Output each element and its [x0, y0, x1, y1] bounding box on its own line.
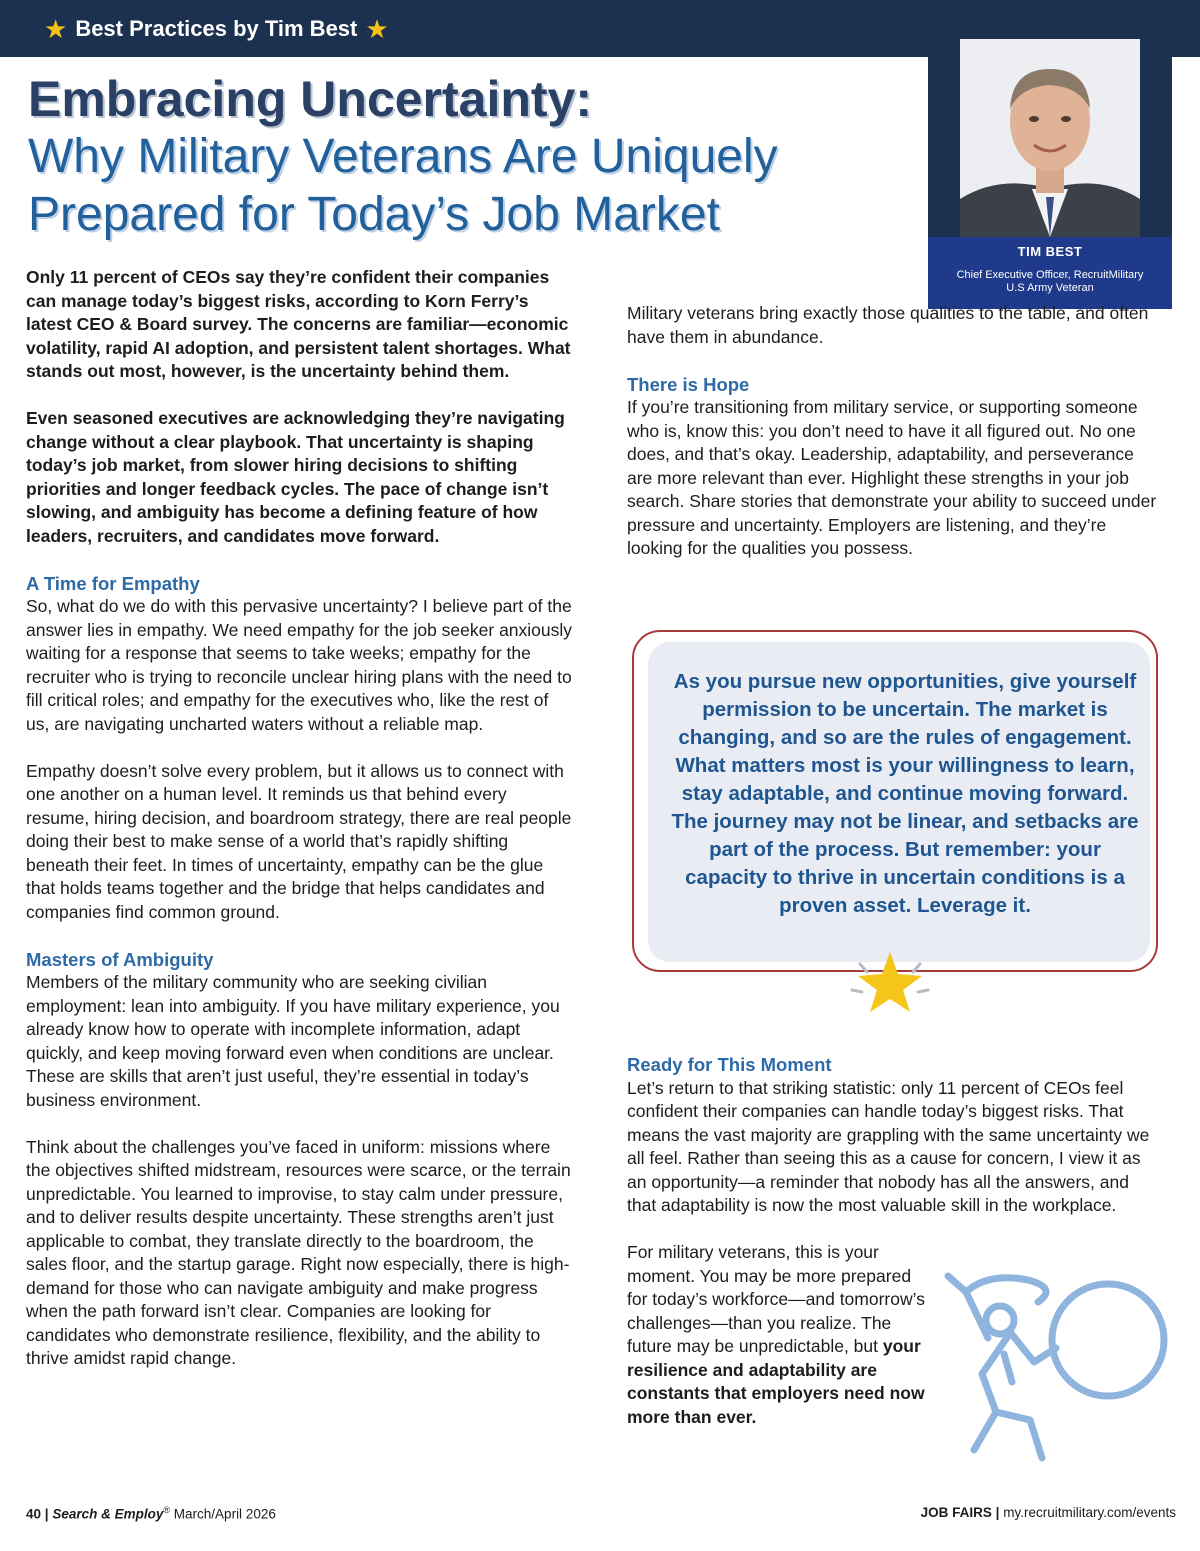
- moment-paragraph-2: [627, 1241, 927, 1429]
- right-column-upper: [627, 302, 1157, 584]
- star-icon: ★: [44, 14, 68, 44]
- star-icon: ★: [365, 14, 389, 44]
- section-heading-hope: There is Hope: [627, 373, 750, 395]
- article-headline: [28, 70, 948, 244]
- section-heading-ambiguity: Masters of Ambiguity: [26, 948, 214, 970]
- headline-title: Embracing Uncertainty:: [28, 71, 593, 127]
- banner-label: Best Practices by Tim Best: [75, 16, 358, 41]
- moment-paragraph-1: Let’s return to that striking statistic: only 11 percent of CEOs feel confident their companies can handle today’s biggest risks. That means the vast majority are grappling with the same uncertainty we all feel. Rather than seeing this as a cause for concern, I view it as an opportunity—a reminder that nobody has all the answers, and that adaptability is now the most valuable skill in the workplace.: [627, 1077, 1150, 1215]
- pull-quote-background: [648, 642, 1150, 962]
- footer-right: [921, 1505, 1176, 1520]
- empathy-paragraph-2: Empathy doesn’t solve every problem, but it allows us to connect with one another on a human level. It reminds us that behind every resume, hiring decision, and boardroom strategy, there are real people doing their best to make sense of a world that’s rapidly shifting beneath their feet. In times of uncertainty, empathy can be the glue that holds teams together and the bridge that helps candidates and companies find common ground.: [26, 760, 572, 922]
- intro-paragraph-2: Even seasoned executives are acknowledging they’re navigating change without a clear playbook. That uncertainty is shaping today’s job market, from slower hiring decisions to shifting priorities and longer feedback cycles. The pace of change isn’t slowing, and ambiguity has become a defining feature of how leaders, recruiters, and candidates move forward.: [26, 408, 565, 546]
- footer-job-fairs: JOB FAIRS: [920, 1505, 992, 1520]
- author-card: [928, 33, 1172, 294]
- author-service: U.S Army Veteran: [1006, 282, 1094, 294]
- section-heading-empathy: A Time for Empathy: [26, 572, 200, 594]
- moment-paragraph-2-bold: your resilience and adaptability are constants that employers need now more than ever.: [627, 1336, 925, 1427]
- page-number: 40: [26, 1506, 42, 1522]
- ambiguity-paragraph-1: Members of the military community who are seeking civilian employment: lean into ambiguity. If you have military experience, you already know how to operate with incomplete information, adapt quickly, and keep moving forward even when conditions are unclear. These are skills that aren’t just useful, they’re essential in today’s business environment.: [26, 972, 560, 1110]
- footer-url[interactable]: my.recruitmilitary.com/events: [1003, 1505, 1176, 1520]
- empathy-paragraph-1: So, what do we do with this pervasive uncertainty? I believe part of the answer lies in empathy. We need empathy for the job seeker anxiously waiting for a response that seems to take weeks; empathy for the recruiter who is trying to reconcile unclear hiring plans with the need to fill critical roles; and empathy for the executives who, like the rest of us, are navigating uncharted waters without a reliable map.: [26, 596, 573, 734]
- author-role: Chief Executive Officer, RecruitMilitary: [956, 269, 1144, 281]
- moment-paragraph-2-plain: For military veterans, this is your moment. You may be more prepared for today’s workforce—and tomorrow’s challenges—than you realize. The future may be unpredictable, but: [627, 1242, 925, 1356]
- banner-label-group: [44, 13, 389, 45]
- ambiguity-paragraph-2: Think about the challenges you’ve faced in uniform: missions where the objectives shifted midstream, resources were scarce, or the terrain unpredictable. You learned to improvise, to stay calm under pressure, and to deliver results despite uncertainty. These strengths aren’t just applicable to combat, they translate directly to the boardroom, the sales floor, and the startup garage. Right now especially, there is high-demand for those who can navigate ambiguity and make progress when the path forward isn’t clear. Companies are looking for candidates who demonstrate resilience, flexibility, and the ability to thrive amidst rapid change.: [26, 1136, 571, 1368]
- pull-quote-text: As you pursue new opportunities, give yourself permission to be uncertain. The market is changing, and so are the rules of engagement. What matters most is your willingness to learn, stay adaptable, and continue moving forward. The journey may not be linear, and setbacks are part of the process. But remember: your capacity to thrive in uncertain conditions is a proven asset. Leverage it.: [671, 670, 1139, 917]
- star-burst-icon: [840, 942, 940, 1022]
- footer-separator: |: [44, 1506, 49, 1522]
- issue-date: March/April 2026: [173, 1506, 276, 1522]
- pull-quote: [632, 630, 1158, 972]
- registered-mark: ®: [163, 1505, 171, 1515]
- left-column: [26, 266, 574, 1394]
- hope-paragraph: If you’re transitioning from military service, or supporting someone who is, know this: you don’t need to have it all figured out. No one does, and that’s okay. Leadership, adaptability, and perseverance are more relevant than ever. Highlight these strengths in your job search. Share stories that demonstrate your ability to succeed under pressure and uncertainty. Employers are listening, and they’re looking for the qualities you possess.: [627, 397, 1157, 558]
- right-intro-paragraph: Military veterans bring exactly those qualities to the table, and often have them in abundance.: [627, 303, 1149, 347]
- footer-separator-right: |: [995, 1505, 1000, 1520]
- section-heading-moment: Ready for This Moment: [627, 1054, 832, 1075]
- author-photo: [960, 39, 1140, 237]
- author-title: [928, 269, 1172, 295]
- magazine-name: Search & Employ: [52, 1506, 164, 1522]
- headline-subtitle-line1: Why Military Veterans Are Uniquely: [28, 130, 778, 183]
- author-name: TIM BEST: [1017, 244, 1083, 259]
- climber-illustration: [938, 1262, 1178, 1472]
- footer-left: [26, 1505, 276, 1522]
- headline-subtitle-line2: Prepared for Today’s Job Market: [28, 188, 720, 241]
- author-info: [928, 237, 1172, 309]
- intro-paragraph-1: Only 11 percent of CEOs say they’re confident their companies can manage today’s biggest risks, according to Korn Ferry’s latest CEO & Board survey. The concerns are familiar—economic volatility, rapid AI adoption, and persistent talent shortages. What stands out most, however, is the uncertainty behind them.: [26, 267, 571, 381]
